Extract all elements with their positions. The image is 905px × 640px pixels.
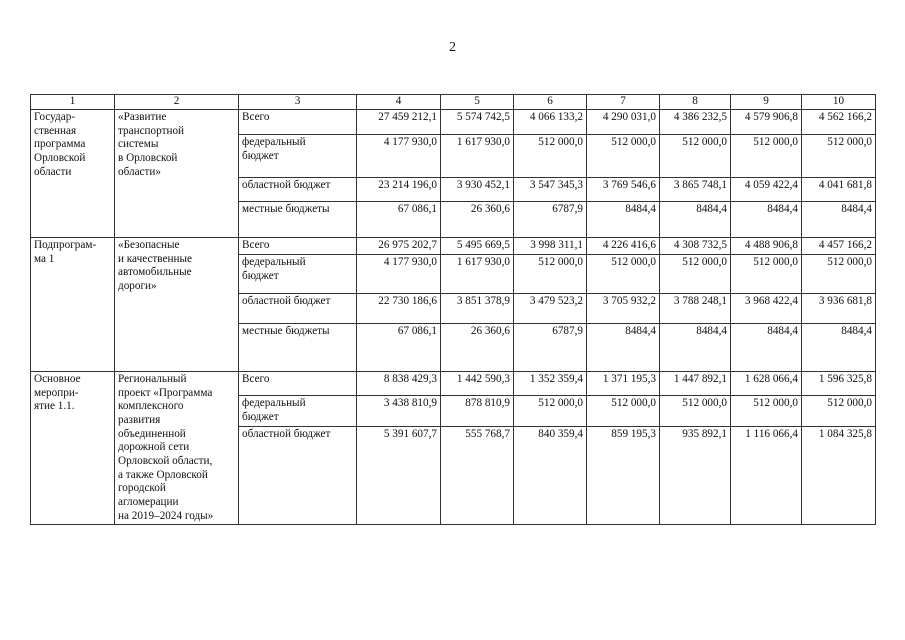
value-cell: 512 000,0: [587, 396, 660, 427]
value-cell: 4 488 906,8: [731, 238, 802, 255]
value-cell: 4 457 166,2: [802, 238, 876, 255]
value-cell: 26 975 202,7: [357, 238, 441, 255]
value-cell: 840 359,4: [514, 427, 587, 525]
value-cell: 512 000,0: [802, 396, 876, 427]
value-cell: 5 391 607,7: [357, 427, 441, 525]
table-header: [31, 95, 876, 110]
value-cell: 4 562 166,2: [802, 110, 876, 135]
value-cell: 8484,4: [731, 324, 802, 372]
value-cell: 4 308 732,5: [660, 238, 731, 255]
value-cell: 1 116 066,4: [731, 427, 802, 525]
table-row: [31, 238, 876, 255]
funding-source-cell: местные бюджеты: [239, 202, 357, 238]
funding-source-cell: Всего: [239, 372, 357, 396]
page-number: 2: [449, 40, 456, 55]
group-name-cell: Государ- ственная программа Орловской области: [31, 110, 115, 238]
value-cell: 1 442 590,3: [441, 372, 514, 396]
value-cell: 512 000,0: [514, 255, 587, 294]
value-cell: 4 290 031,0: [587, 110, 660, 135]
value-cell: 8 838 429,3: [357, 372, 441, 396]
value-cell: 3 769 546,6: [587, 178, 660, 202]
value-cell: 8484,4: [587, 324, 660, 372]
value-cell: 512 000,0: [660, 135, 731, 178]
value-cell: 6787,9: [514, 324, 587, 372]
funding-source-cell: федеральный бюджет: [239, 255, 357, 294]
column-header: 1: [31, 95, 115, 110]
value-cell: 27 459 212,1: [357, 110, 441, 135]
value-cell: 26 360,6: [441, 324, 514, 372]
value-cell: 3 865 748,1: [660, 178, 731, 202]
value-cell: 859 195,3: [587, 427, 660, 525]
value-cell: 5 495 669,5: [441, 238, 514, 255]
value-cell: 6787,9: [514, 202, 587, 238]
value-cell: 1 371 195,3: [587, 372, 660, 396]
column-header: 3: [239, 95, 357, 110]
column-header: 6: [514, 95, 587, 110]
value-cell: 3 547 345,3: [514, 178, 587, 202]
column-header: 2: [115, 95, 239, 110]
funding-source-cell: федеральный бюджет: [239, 396, 357, 427]
value-cell: 4 066 133,2: [514, 110, 587, 135]
value-cell: 23 214 196,0: [357, 178, 441, 202]
value-cell: 3 479 523,2: [514, 294, 587, 324]
value-cell: 3 936 681,8: [802, 294, 876, 324]
group-description-cell: Региональный проект «Программа комплексного развития объединенной дорожной сети Орловской области, а также Орловской городской агломерации на 2019–2024 годы»: [115, 372, 239, 525]
funding-source-cell: областной бюджет: [239, 294, 357, 324]
value-cell: 4 041 681,8: [802, 178, 876, 202]
group-name-cell: Основное меропри- ятие 1.1.: [31, 372, 115, 525]
value-cell: 26 360,6: [441, 202, 514, 238]
value-cell: 512 000,0: [514, 135, 587, 178]
table-body: [31, 110, 876, 525]
funding-source-cell: федеральный бюджет: [239, 135, 357, 178]
value-cell: 3 851 378,9: [441, 294, 514, 324]
value-cell: 512 000,0: [660, 396, 731, 427]
value-cell: 512 000,0: [660, 255, 731, 294]
value-cell: 4 177 930,0: [357, 255, 441, 294]
value-cell: 3 705 932,2: [587, 294, 660, 324]
value-cell: 878 810,9: [441, 396, 514, 427]
value-cell: 8484,4: [587, 202, 660, 238]
table-row: [31, 110, 876, 135]
value-cell: 1 628 066,4: [731, 372, 802, 396]
value-cell: 67 086,1: [357, 202, 441, 238]
value-cell: 512 000,0: [731, 135, 802, 178]
value-cell: 4 579 906,8: [731, 110, 802, 135]
value-cell: 8484,4: [802, 202, 876, 238]
value-cell: 512 000,0: [587, 255, 660, 294]
column-header: 10: [802, 95, 876, 110]
value-cell: 935 892,1: [660, 427, 731, 525]
value-cell: 1 447 892,1: [660, 372, 731, 396]
value-cell: 512 000,0: [514, 396, 587, 427]
funding-source-cell: Всего: [239, 110, 357, 135]
header-row: [31, 95, 876, 110]
group-description-cell: «Развитие транспортной системы в Орловской области»: [115, 110, 239, 238]
value-cell: 555 768,7: [441, 427, 514, 525]
value-cell: 1 084 325,8: [802, 427, 876, 525]
value-cell: 8484,4: [660, 202, 731, 238]
column-header: 4: [357, 95, 441, 110]
value-cell: 1 617 930,0: [441, 135, 514, 178]
funding-source-cell: областной бюджет: [239, 427, 357, 525]
group-name-cell: Подпрограм- ма 1: [31, 238, 115, 372]
value-cell: 22 730 186,6: [357, 294, 441, 324]
funding-source-cell: Всего: [239, 238, 357, 255]
value-cell: 4 059 422,4: [731, 178, 802, 202]
value-cell: 67 086,1: [357, 324, 441, 372]
value-cell: 512 000,0: [731, 255, 802, 294]
column-header: 5: [441, 95, 514, 110]
funding-source-cell: областной бюджет: [239, 178, 357, 202]
value-cell: 5 574 742,5: [441, 110, 514, 135]
column-header: 9: [731, 95, 802, 110]
value-cell: 1 617 930,0: [441, 255, 514, 294]
value-cell: 512 000,0: [587, 135, 660, 178]
value-cell: 512 000,0: [802, 255, 876, 294]
group-description-cell: «Безопасные и качественные автомобильные дороги»: [115, 238, 239, 372]
value-cell: 8484,4: [802, 324, 876, 372]
funding-source-cell: местные бюджеты: [239, 324, 357, 372]
value-cell: 4 177 930,0: [357, 135, 441, 178]
value-cell: 3 788 248,1: [660, 294, 731, 324]
column-header: 7: [587, 95, 660, 110]
value-cell: 4 226 416,6: [587, 238, 660, 255]
budget-table: [30, 94, 876, 525]
value-cell: 512 000,0: [802, 135, 876, 178]
value-cell: 3 998 311,1: [514, 238, 587, 255]
value-cell: 512 000,0: [731, 396, 802, 427]
value-cell: 3 968 422,4: [731, 294, 802, 324]
value-cell: 8484,4: [660, 324, 731, 372]
value-cell: 3 438 810,9: [357, 396, 441, 427]
value-cell: 3 930 452,1: [441, 178, 514, 202]
value-cell: 1 596 325,8: [802, 372, 876, 396]
table-row: [31, 372, 876, 396]
column-header: 8: [660, 95, 731, 110]
value-cell: 4 386 232,5: [660, 110, 731, 135]
value-cell: 8484,4: [731, 202, 802, 238]
value-cell: 1 352 359,4: [514, 372, 587, 396]
